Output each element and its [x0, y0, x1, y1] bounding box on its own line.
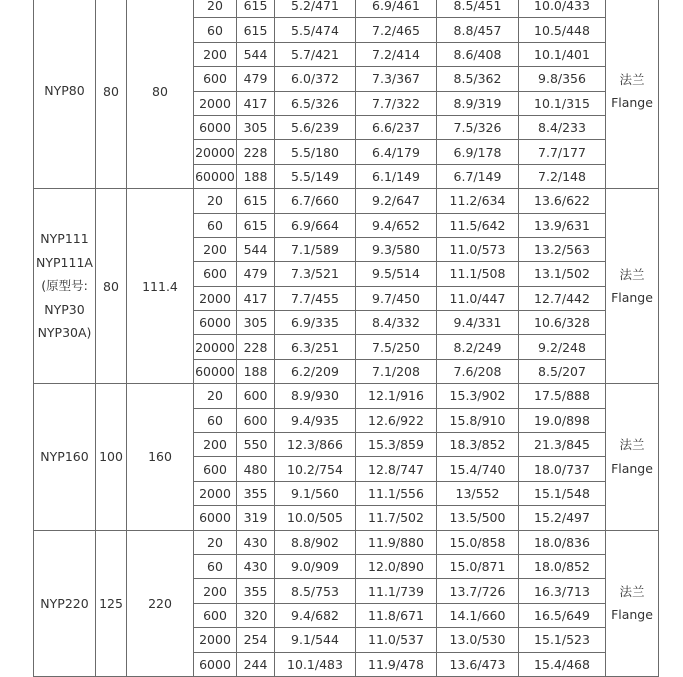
table-cell: 9.2/248 [519, 335, 606, 359]
table-cell: 479 [237, 67, 275, 91]
table-cell: 544 [237, 237, 275, 261]
table-cell: 11.0/537 [356, 628, 437, 652]
table-cell: 19.0/898 [519, 408, 606, 432]
table-row [34, 189, 659, 213]
displacement-cell: 220 [127, 530, 194, 676]
table-cell: 21.3/845 [519, 433, 606, 457]
table-cell: 18.3/852 [437, 433, 519, 457]
table-cell: 13.5/500 [437, 506, 519, 530]
table-cell: 9.5/514 [356, 262, 437, 286]
table-cell: 8.5/362 [437, 67, 519, 91]
table-cell: 200 [194, 579, 237, 603]
table-cell: 20 [194, 384, 237, 408]
model-name-line: NYP111A [36, 254, 93, 270]
table-cell: 600 [237, 408, 275, 432]
table-cell: 18.0/852 [519, 554, 606, 578]
table-cell: 7.2/414 [356, 42, 437, 66]
table-cell: 6.3/251 [275, 335, 356, 359]
table-cell: 60 [194, 18, 237, 42]
table-cell: 15.1/523 [519, 628, 606, 652]
table-cell: 8.8/457 [437, 18, 519, 42]
table-cell: 10.2/754 [275, 457, 356, 481]
size-cell: 80 [96, 189, 127, 384]
table-cell: 16.5/649 [519, 603, 606, 627]
table-cell: 600 [194, 603, 237, 627]
connection-label-en: Flange [611, 290, 653, 306]
connection-cell [606, 189, 659, 384]
table-cell: 15.3/859 [356, 433, 437, 457]
table-cell: 5.6/239 [275, 115, 356, 139]
table-cell: 6.4/179 [356, 140, 437, 164]
model-name-line: NYP30A) [37, 325, 92, 341]
page-content [33, 0, 659, 677]
table-cell: 544 [237, 42, 275, 66]
table-cell: 8.5/207 [519, 359, 606, 383]
table-cell: 20 [194, 189, 237, 213]
table-cell: 6.9/461 [356, 0, 437, 18]
table-cell: 9.1/544 [275, 628, 356, 652]
table-cell: 188 [237, 164, 275, 188]
table-cell: 9.3/580 [356, 237, 437, 261]
table-cell: 417 [237, 286, 275, 310]
table-cell: 11.7/502 [356, 506, 437, 530]
displacement-cell: 160 [127, 384, 194, 530]
table-cell: 6000 [194, 506, 237, 530]
table-cell: 11.9/880 [356, 530, 437, 554]
table-cell: 355 [237, 481, 275, 505]
table-cell: 10.6/328 [519, 311, 606, 335]
model-name-line: NYP220 [40, 595, 89, 611]
table-cell: 60 [194, 408, 237, 432]
table-cell: 20 [194, 530, 237, 554]
table-cell: 305 [237, 115, 275, 139]
table-cell: 600 [194, 457, 237, 481]
table-cell: 9.7/450 [356, 286, 437, 310]
table-cell: 200 [194, 237, 237, 261]
table-cell: 11.1/508 [437, 262, 519, 286]
table-cell: 10.1/483 [275, 652, 356, 676]
table-cell: 12.3/866 [275, 433, 356, 457]
table-cell: 15.8/910 [437, 408, 519, 432]
table-cell: 6.1/149 [356, 164, 437, 188]
table-cell: 550 [237, 433, 275, 457]
table-cell: 9.4/652 [356, 213, 437, 237]
table-cell: 60 [194, 213, 237, 237]
table-cell: 254 [237, 628, 275, 652]
model-cell [34, 0, 96, 189]
table-cell: 2000 [194, 286, 237, 310]
table-cell: 10.1/315 [519, 91, 606, 115]
table-cell: 228 [237, 140, 275, 164]
table-cell: 615 [237, 189, 275, 213]
table-cell: 10.1/401 [519, 42, 606, 66]
table-cell: 13.2/563 [519, 237, 606, 261]
table-cell: 5.5/180 [275, 140, 356, 164]
table-cell: 7.6/208 [437, 359, 519, 383]
displacement-cell: 111.4 [127, 189, 194, 384]
table-cell: 6.9/178 [437, 140, 519, 164]
table-cell: 244 [237, 652, 275, 676]
table-cell: 11.0/573 [437, 237, 519, 261]
table-cell: 5.5/474 [275, 18, 356, 42]
size-cell: 100 [96, 384, 127, 530]
table-cell: 7.1/208 [356, 359, 437, 383]
size-cell: 80 [96, 0, 127, 189]
connection-cell [606, 0, 659, 189]
table-cell: 6.0/372 [275, 67, 356, 91]
table-cell: 14.1/660 [437, 603, 519, 627]
displacement-cell: 80 [127, 0, 194, 189]
table-cell: 13.0/530 [437, 628, 519, 652]
table-cell: 15.0/858 [437, 530, 519, 554]
table-cell: 430 [237, 554, 275, 578]
table-cell: 417 [237, 91, 275, 115]
table-cell: 60000 [194, 359, 237, 383]
table-cell: 319 [237, 506, 275, 530]
model-name-line: NYP30 [44, 301, 85, 317]
table-cell: 10.0/505 [275, 506, 356, 530]
table-cell: 12.0/890 [356, 554, 437, 578]
table-cell: 20000 [194, 335, 237, 359]
connection-label-en: Flange [611, 607, 653, 623]
table-cell: 6000 [194, 311, 237, 335]
table-cell: 9.1/560 [275, 481, 356, 505]
table-cell: 6000 [194, 115, 237, 139]
table-cell: 12.6/922 [356, 408, 437, 432]
table-cell: 12.7/442 [519, 286, 606, 310]
table-cell: 7.2/465 [356, 18, 437, 42]
table-cell: 20 [194, 0, 237, 18]
table-cell: 8.6/408 [437, 42, 519, 66]
table-cell: 2000 [194, 628, 237, 652]
model-name-line: NYP111 [40, 231, 89, 247]
table-cell: 5.2/471 [275, 0, 356, 18]
table-cell: 9.2/647 [356, 189, 437, 213]
table-cell: 600 [237, 384, 275, 408]
table-cell: 6000 [194, 652, 237, 676]
model-name-line: (原型号: [41, 278, 88, 294]
pump-spec-table [33, 0, 659, 677]
table-cell: 15.0/871 [437, 554, 519, 578]
table-cell: 11.5/642 [437, 213, 519, 237]
table-cell: 479 [237, 262, 275, 286]
table-cell: 480 [237, 457, 275, 481]
model-cell [34, 530, 96, 676]
connection-cell [606, 384, 659, 530]
table-cell: 9.4/682 [275, 603, 356, 627]
table-cell: 7.5/250 [356, 335, 437, 359]
table-cell: 8.4/332 [356, 311, 437, 335]
table-cell: 8.8/902 [275, 530, 356, 554]
table-cell: 17.5/888 [519, 384, 606, 408]
table-cell: 320 [237, 603, 275, 627]
table-cell: 228 [237, 335, 275, 359]
table-cell: 11.2/634 [437, 189, 519, 213]
table-cell: 8.5/451 [437, 0, 519, 18]
table-row [34, 530, 659, 554]
connection-label-en: Flange [611, 95, 653, 111]
table-cell: 11.1/739 [356, 579, 437, 603]
table-cell: 9.4/935 [275, 408, 356, 432]
connection-label-cn: 法兰 [619, 437, 645, 453]
table-cell: 6.9/335 [275, 311, 356, 335]
table-cell: 615 [237, 0, 275, 18]
table-cell: 6.7/660 [275, 189, 356, 213]
table-cell: 615 [237, 213, 275, 237]
table-body [34, 0, 659, 676]
table-cell: 600 [194, 67, 237, 91]
table-cell: 13.6/622 [519, 189, 606, 213]
table-cell: 9.8/356 [519, 67, 606, 91]
table-cell: 188 [237, 359, 275, 383]
table-cell: 8.5/753 [275, 579, 356, 603]
table-cell: 13/552 [437, 481, 519, 505]
table-row [34, 0, 659, 18]
table-cell: 7.3/521 [275, 262, 356, 286]
table-cell: 6.5/326 [275, 91, 356, 115]
table-cell: 18.0/737 [519, 457, 606, 481]
table-cell: 2000 [194, 481, 237, 505]
table-cell: 2000 [194, 91, 237, 115]
table-cell: 7.1/589 [275, 237, 356, 261]
table-cell: 15.2/497 [519, 506, 606, 530]
table-cell: 600 [194, 262, 237, 286]
table-cell: 7.7/322 [356, 91, 437, 115]
table-cell: 7.3/367 [356, 67, 437, 91]
table-cell: 305 [237, 311, 275, 335]
table-cell: 10.0/433 [519, 0, 606, 18]
table-cell: 6.2/209 [275, 359, 356, 383]
table-cell: 200 [194, 433, 237, 457]
table-cell: 200 [194, 42, 237, 66]
table-cell: 8.9/930 [275, 384, 356, 408]
table-cell: 430 [237, 530, 275, 554]
connection-cell [606, 530, 659, 676]
table-cell: 7.2/148 [519, 164, 606, 188]
table-cell: 15.4/740 [437, 457, 519, 481]
model-cell [34, 384, 96, 530]
table-cell: 5.7/421 [275, 42, 356, 66]
table-cell: 12.1/916 [356, 384, 437, 408]
table-cell: 7.7/177 [519, 140, 606, 164]
table-cell: 11.0/447 [437, 286, 519, 310]
model-name-line: NYP80 [44, 83, 85, 99]
connection-label-cn: 法兰 [619, 583, 645, 599]
table-cell: 16.3/713 [519, 579, 606, 603]
table-cell: 5.5/149 [275, 164, 356, 188]
table-cell: 60 [194, 554, 237, 578]
table-cell: 9.0/909 [275, 554, 356, 578]
table-cell: 6.9/664 [275, 213, 356, 237]
table-cell: 11.9/478 [356, 652, 437, 676]
table-cell: 6.6/237 [356, 115, 437, 139]
table-cell: 7.7/455 [275, 286, 356, 310]
table-cell: 9.4/331 [437, 311, 519, 335]
table-cell: 10.5/448 [519, 18, 606, 42]
table-cell: 355 [237, 579, 275, 603]
table-row [34, 384, 659, 408]
table-cell: 15.4/468 [519, 652, 606, 676]
size-cell: 125 [96, 530, 127, 676]
model-name-line: NYP160 [40, 449, 89, 465]
table-cell: 13.6/473 [437, 652, 519, 676]
connection-label-en: Flange [611, 460, 653, 476]
table-cell: 13.7/726 [437, 579, 519, 603]
table-cell: 615 [237, 18, 275, 42]
table-cell: 6.7/149 [437, 164, 519, 188]
table-cell: 12.8/747 [356, 457, 437, 481]
table-cell: 8.9/319 [437, 91, 519, 115]
model-cell [34, 189, 96, 384]
table-cell: 13.1/502 [519, 262, 606, 286]
table-cell: 8.4/233 [519, 115, 606, 139]
table-cell: 7.5/326 [437, 115, 519, 139]
table-cell: 20000 [194, 140, 237, 164]
table-cell: 13.9/631 [519, 213, 606, 237]
table-cell: 11.1/556 [356, 481, 437, 505]
connection-label-cn: 法兰 [619, 71, 645, 87]
table-cell: 8.2/249 [437, 335, 519, 359]
table-cell: 15.3/902 [437, 384, 519, 408]
connection-label-cn: 法兰 [619, 266, 645, 282]
table-cell: 18.0/836 [519, 530, 606, 554]
table-cell: 60000 [194, 164, 237, 188]
table-cell: 11.8/671 [356, 603, 437, 627]
table-cell: 15.1/548 [519, 481, 606, 505]
